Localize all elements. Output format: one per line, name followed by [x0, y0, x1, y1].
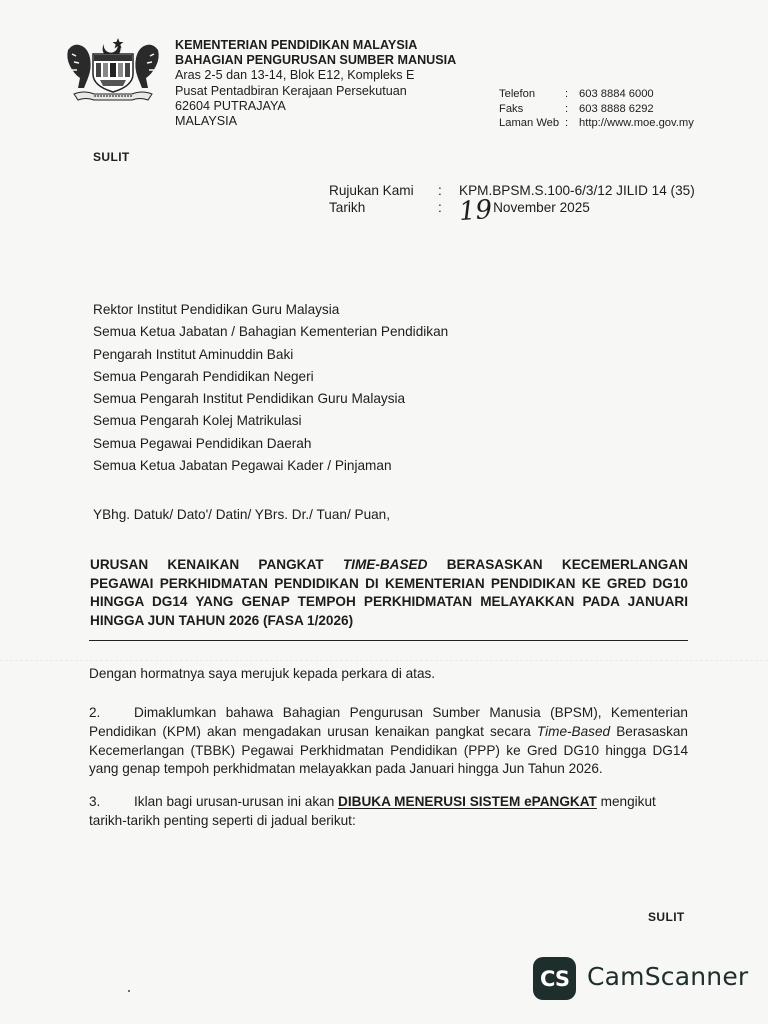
- address-line: 62604 PUTRAJAYA: [175, 98, 286, 113]
- paragraph-2: [89, 704, 688, 779]
- recipient-item: Rektor Institut Pendidikan Guru Malaysia: [93, 302, 340, 317]
- rujukan-label: Rujukan Kami: [329, 183, 414, 198]
- organization-header: [175, 38, 456, 129]
- salutation: YBhg. Datuk/ Dato'/ Datin/ YBrs. Dr./ Tuan/ Puan,: [93, 507, 391, 522]
- paragraph-line: yang genap tempoh perkhidmatan melayakkan pada Januari hingga Jun Tahun 2026.: [89, 761, 603, 777]
- recipient-item: Semua Pegawai Pendidikan Daerah: [93, 435, 312, 451]
- recipient-item: Pengarah Institut Aminuddin Baki: [93, 346, 294, 362]
- address-line: Aras 2-5 dan 13-14, Blok E12, Kompleks E: [175, 68, 415, 83]
- contact-label: Laman Web: [499, 117, 560, 130]
- scan-artifact-line: [0, 660, 768, 661]
- subject-divider: [89, 640, 688, 641]
- paragraph-text: Iklan bagi urusan-urusan ini akan: [134, 794, 339, 809]
- paragraph-text: mengikut: [596, 794, 656, 809]
- camscanner-logo-icon: CS: [533, 957, 576, 1000]
- contact-block: [499, 87, 694, 131]
- subject-line: [90, 556, 688, 575]
- address-line: Pusat Pentadbiran Kerajaan Persekutuan: [175, 83, 407, 98]
- paragraph-line: [89, 723, 688, 742]
- paragraph-line: [89, 793, 688, 812]
- paragraph-number: 3.: [89, 794, 101, 809]
- paragraph-line: tarikh-tarikh penting seperti di jadual berikut:: [89, 812, 356, 828]
- handwritten-day: 19: [457, 194, 494, 228]
- reference-row: [329, 182, 695, 199]
- reference-block: [329, 182, 695, 228]
- web-link[interactable]: http://www.moe.gov.my: [579, 117, 694, 130]
- paragraph-3: [89, 793, 688, 831]
- paragraph-text: Berasaskan: [610, 723, 688, 739]
- subject-line: PEGAWAI PERKHIDMATAN PENDIDIKAN DI KEMENTERIAN PENDIDIKAN KE GRED DG10: [90, 575, 688, 591]
- contact-label: Faks: [499, 102, 524, 115]
- recipient-item: Semua Pengarah Institut Pendidikan Guru Malaysia: [93, 391, 406, 407]
- contact-separator: :: [565, 117, 569, 130]
- faks-value: 603 8888 6292: [579, 102, 654, 115]
- paragraph-text: Pendidikan (KPM) akan mengadakan urusan kenaikan pangkat secara: [89, 723, 537, 739]
- classification-top: SULIT: [93, 150, 130, 164]
- subject-italic: TIME-BASED: [342, 557, 428, 572]
- scan-speck: [128, 990, 130, 992]
- telefon-value: 603 8884 6000: [579, 88, 654, 100]
- contact-telefon: [499, 87, 694, 102]
- paragraph-line: [89, 704, 688, 723]
- recipient-item: Semua Pengarah Kolej Matrikulasi: [93, 413, 302, 429]
- subject-heading: [90, 556, 688, 630]
- paragraph-line: Kecemerlangan (TBBK) Pegawai Perkhidmatan Pendidikan (PPP) ke Gred DG10 hingga DG14: [89, 742, 688, 758]
- reference-separator: :: [438, 200, 442, 215]
- paragraph-number: 2.: [89, 705, 101, 720]
- recipient-item: Semua Pengarah Pendidikan Negeri: [93, 368, 314, 384]
- tarikh-label: Tarikh: [329, 200, 366, 215]
- paragraph-italic: Time-Based: [536, 723, 611, 739]
- ministry-name: KEMENTERIAN PENDIDIKAN MALAYSIA: [175, 38, 418, 52]
- recipient-item: Semua Ketua Jabatan / Bahagian Kementerian Pendidikan: [93, 324, 449, 340]
- date-row: [329, 194, 695, 228]
- subject-line: HINGGA JUN TAHUN 2026 (FASA 1/2026): [90, 612, 354, 628]
- coat-of-arms-logo: [60, 34, 166, 104]
- rujukan-value: KPM.BPSM.S.100-6/3/12 JILID 14 (35): [459, 183, 695, 198]
- paragraph-text: Dimaklumkan bahawa Bahagian Pengurusan Sumber Manusia (BPSM), Kementerian: [134, 705, 688, 720]
- tarikh-value: November 2025: [493, 200, 590, 215]
- division-name: BAHAGIAN PENGURUSAN SUMBER MANUSIA: [175, 53, 457, 68]
- camscanner-wordmark: CamScanner: [587, 962, 749, 991]
- subject-text: BERASASKAN KECEMERLANGAN: [427, 557, 689, 572]
- contact-web: [499, 116, 694, 131]
- contact-faks: [499, 102, 694, 117]
- subject-text: URUSAN KENAIKAN PANGKAT: [90, 557, 343, 572]
- contact-separator: :: [565, 102, 569, 115]
- emphasis-underlined: DIBUKA MENERUSI SISTEM ePANGKAT: [338, 794, 597, 809]
- recipient-list: [93, 299, 448, 477]
- subject-line: HINGGA DG14 YANG GENAP TEMPOH PERKHIDMATAN MELAYAKKAN PADA JANUARI: [90, 594, 688, 609]
- reference-separator: :: [438, 183, 442, 198]
- contact-label: Telefon: [499, 88, 536, 100]
- address-line: MALAYSIA: [175, 114, 238, 129]
- contact-separator: :: [565, 88, 569, 100]
- recipient-item: Semua Ketua Jabatan Pegawai Kader / Pinjaman: [93, 458, 392, 474]
- paragraph-1: Dengan hormatnya saya merujuk kepada perkara di atas.: [89, 666, 436, 681]
- classification-bottom: SULIT: [648, 910, 685, 924]
